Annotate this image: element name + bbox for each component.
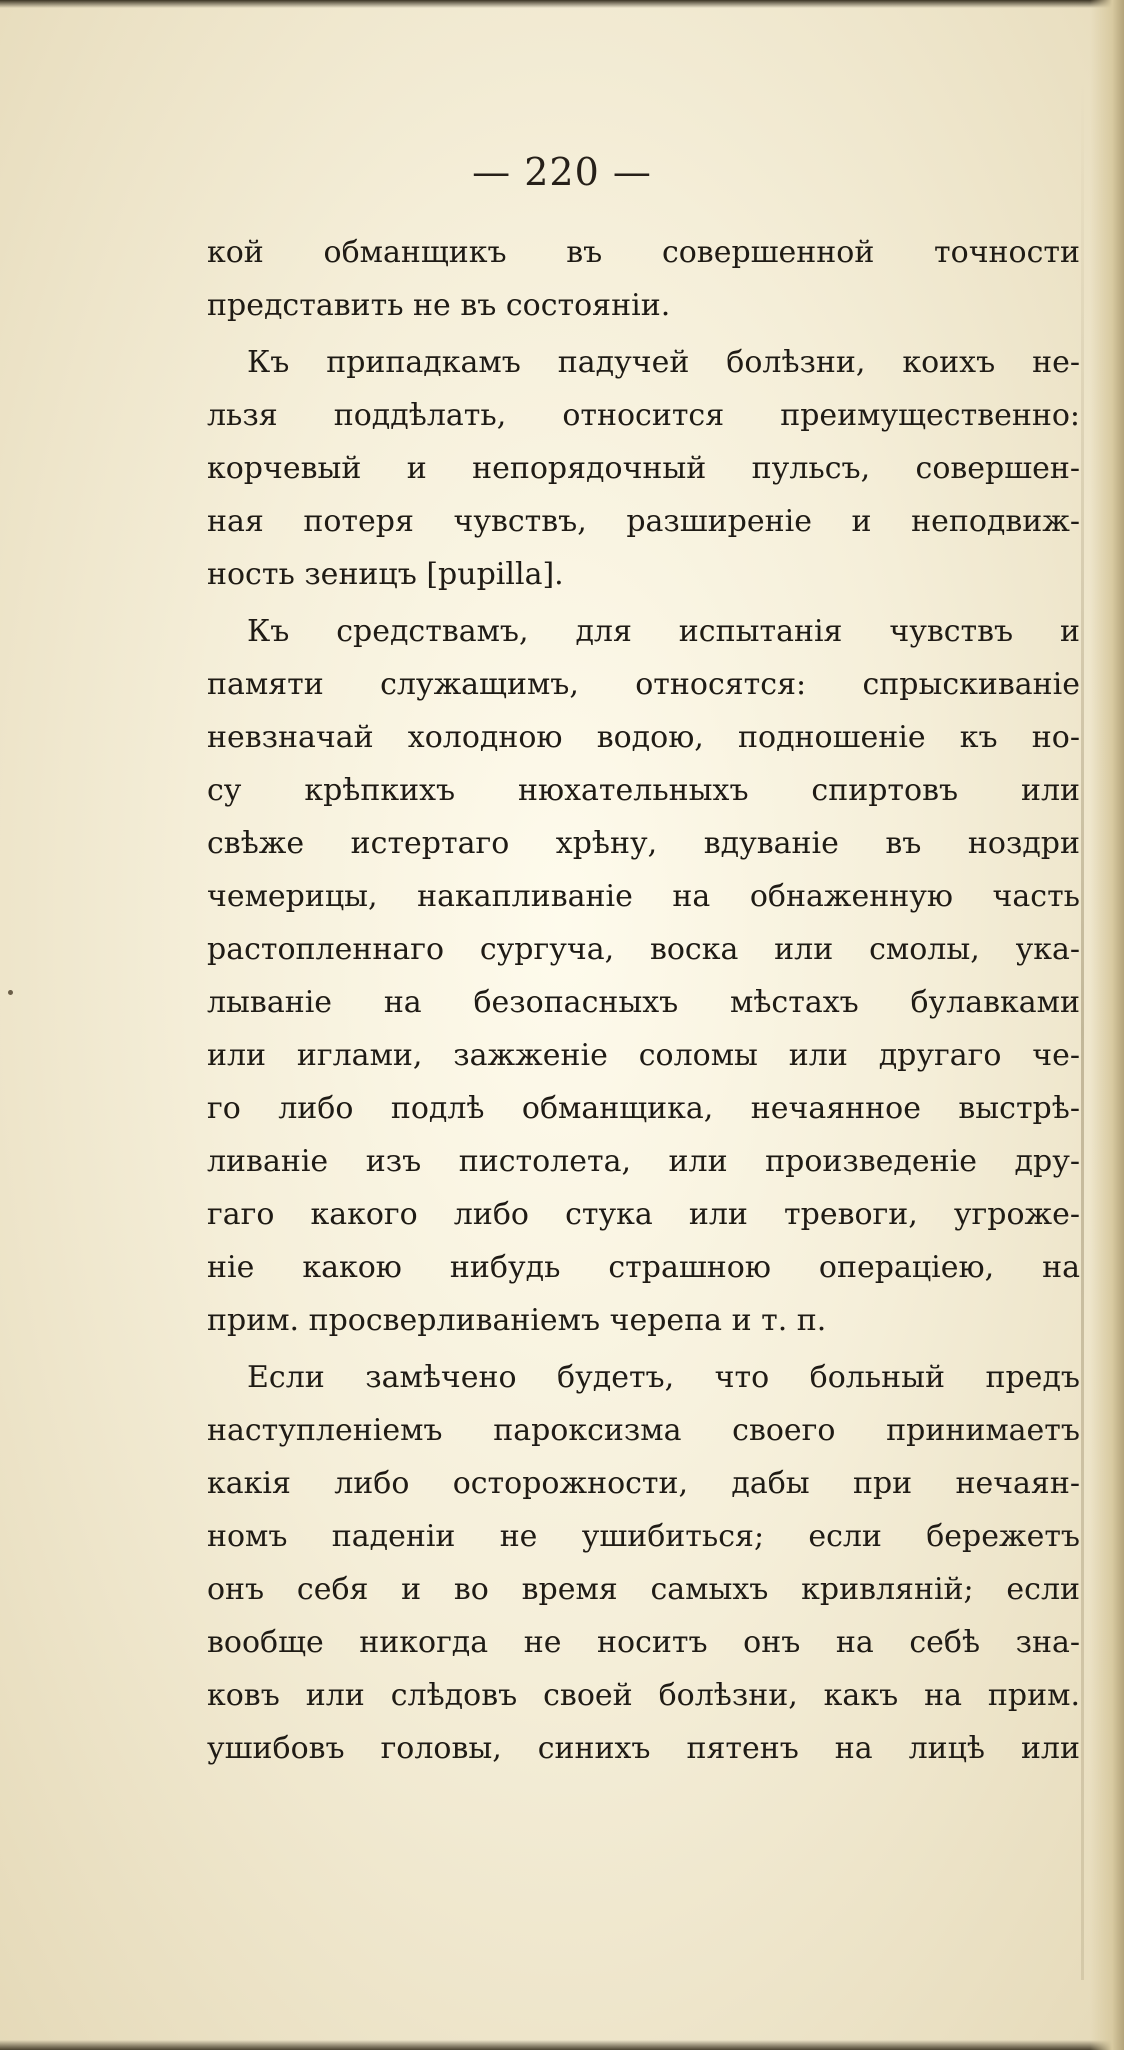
page-bottom-shadow (0, 2040, 1124, 2050)
page-binding-edge (1090, 0, 1124, 2050)
text-line: гаго какого либо стука или тревоги, угроже- (207, 1197, 1080, 1232)
text-line: Къ средствамъ, для испытанія чувствъ и (247, 614, 1080, 649)
text-line: чемерицы, накапливаніе на обнаженную часть (207, 879, 1080, 914)
text-line: свѣже истертаго хрѣну, вдуваніе въ ноздри (207, 826, 1080, 861)
page-top-shadow (0, 0, 1124, 8)
text-line: Къ припадкамъ падучей болѣзни, коихъ не- (247, 345, 1080, 380)
text-line: невзначай холодною водою, подношеніе къ но- (207, 720, 1080, 755)
text-line: какія либо осторожности, дабы при нечаян- (207, 1466, 1080, 1501)
text-line: ковъ или слѣдовъ своей болѣзни, какъ на прим. (207, 1678, 1080, 1713)
margin-speck (8, 990, 13, 995)
text-line: корчевый и непорядочный пульсъ, совершен- (207, 451, 1080, 486)
text-line: ніе какою нибудь страшною операціею, на (207, 1250, 1080, 1285)
text-line: льзя поддѣлать, относится преимущественно: (207, 398, 1080, 433)
page-fold-line (1081, 80, 1084, 1980)
text-line: представить не въ состояніи. (207, 288, 671, 323)
text-line: ная потеря чувствъ, разширеніе и неподвиж- (207, 504, 1080, 539)
text-line: ливаніе изъ пистолета, или произведеніе дру- (207, 1144, 1080, 1179)
text-line: ушибовъ головы, синихъ пятенъ на лицѣ или (207, 1731, 1080, 1766)
text-line: растопленнаго сургуча, воска или смолы, ука- (207, 932, 1080, 967)
text-line: номъ паденіи не ушибиться; если бережетъ (207, 1519, 1080, 1554)
text-line: го либо подлѣ обманщика, нечаянное выстрѣ- (207, 1091, 1080, 1126)
text-line: или иглами, зажженіе соломы или другаго че- (207, 1038, 1080, 1073)
body-text (207, 226, 1080, 1775)
page-number: — 220 — (472, 150, 652, 194)
text-line: вообще никогда не носитъ онъ на себѣ зна- (207, 1625, 1080, 1660)
text-line: Если замѣчено будетъ, что больный предъ (247, 1360, 1080, 1395)
text-line: прим. просверливаніемъ черепа и т. п. (207, 1303, 827, 1338)
text-line: наступленіемъ пароксизма своего принимаетъ (207, 1413, 1080, 1448)
text-line: онъ себя и во время самыхъ кривляній; если (207, 1572, 1080, 1607)
text-line: ность зеницъ [pupilla]. (207, 557, 564, 592)
text-line: су крѣпкихъ нюхательныхъ спиртовъ или (207, 773, 1080, 808)
text-line: памяти служащимъ, относятся: спрыскиваніе (207, 667, 1080, 702)
text-line: лываніе на безопасныхъ мѣстахъ булавками (207, 985, 1080, 1020)
text-line: кой обманщикъ въ совершенной точности (207, 235, 1080, 270)
